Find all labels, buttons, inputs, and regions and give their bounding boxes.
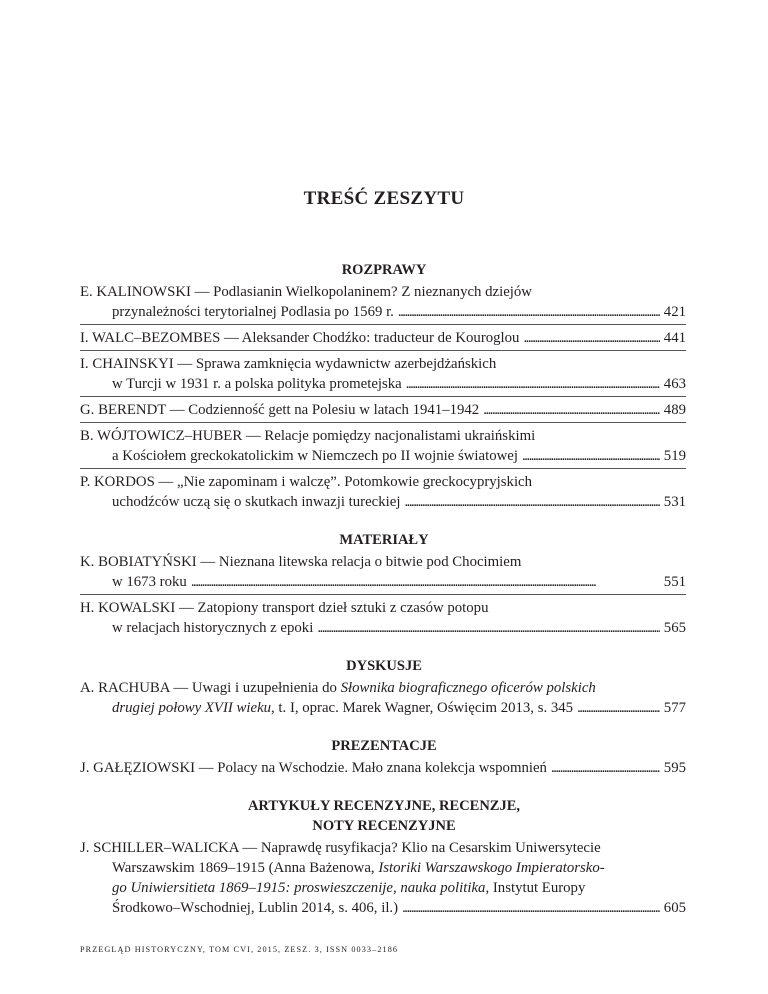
entry-galeziowski xyxy=(80,758,686,778)
divider xyxy=(80,324,686,325)
page-number: 551 xyxy=(663,574,686,590)
section-heading-materialy: MATERIAŁY xyxy=(339,532,429,548)
entry-kalinowski-line2 xyxy=(112,302,686,322)
entry-rachuba-line1 xyxy=(80,678,686,698)
entry-bobiatynski-line1: K. BOBIATYŃSKI — Nieznana litewska relacja o bitwie pod Chocimiem xyxy=(80,554,522,570)
entry-text-rest: , t. I, oprac. Marek Wagner, Oświęcim 2013, s. 345 xyxy=(271,700,574,716)
entry-schiller-line1: J. SCHILLER–WALICKA — Naprawdę rusyfikacja? Klio na Cesarskim Uniwersytecie xyxy=(80,840,601,856)
entry-bobiatynski-line2 xyxy=(112,572,686,592)
divider xyxy=(80,468,686,469)
entry-text: w Turcji w 1931 r. a polska polityka prometejska xyxy=(112,376,402,392)
entry-title-italic: Słownika biograficznego oficerów polskich xyxy=(340,680,596,696)
entry-kalinowski-line1: E. KALINOWSKI — Podlasianin Wielkopolaninem? Z nieznanych dziejów xyxy=(80,284,532,300)
section-heading-prezentacje: PREZENTACJE xyxy=(331,738,437,754)
page-title: TREŚĆ ZESZYTU xyxy=(303,188,465,209)
entry-text: A. RACHUBA — Uwagi i uzupełnienia do xyxy=(80,680,341,696)
section-heading-rozprawy: ROZPRAWY xyxy=(341,262,427,278)
entry-chainskyi-line2 xyxy=(112,374,686,394)
page-number: 441 xyxy=(663,330,686,346)
entry-text xyxy=(112,698,573,718)
leader-dots xyxy=(406,374,660,394)
page-number: 577 xyxy=(663,700,686,716)
leader-dots xyxy=(522,446,660,466)
entry-title-italic: go Uniwiersitieta 1869–1915: proswieszczenije, nauka politika xyxy=(112,880,486,896)
entry-schiller-line4 xyxy=(112,898,686,918)
divider xyxy=(80,350,686,351)
divider xyxy=(80,422,686,423)
entry-text: w 1673 roku xyxy=(112,574,187,590)
entry-berendt xyxy=(80,400,686,420)
entry-text: Warszawskim 1869–1915 (Anna Bażenowa, xyxy=(112,860,379,876)
entry-wojtowicz-line2 xyxy=(112,446,686,466)
entry-title-italic: drugiej połowy XVII wieku xyxy=(112,700,272,716)
page-number: 605 xyxy=(663,900,686,916)
divider xyxy=(80,594,686,595)
entry-text: w relacjach historycznych z epoki xyxy=(112,620,314,636)
leader-dots xyxy=(317,618,659,638)
entry-text: uchodźców uczą się o skutkach inwazji tureckiej xyxy=(112,494,401,510)
page-number: 595 xyxy=(663,760,686,776)
section-heading-recenzje-line1: ARTYKUŁY RECENZYJNE, RECENZJE, xyxy=(247,798,521,814)
page-number: 565 xyxy=(663,620,686,636)
entry-text: J. GAŁĘZIOWSKI — Polacy na Wschodzie. Mało znana kolekcja wspomnień xyxy=(80,760,547,776)
leader-dots xyxy=(398,302,660,322)
page-number: 519 xyxy=(663,448,686,464)
entry-walc xyxy=(80,328,686,348)
leader-dots xyxy=(402,898,660,918)
leader-dots xyxy=(523,328,659,348)
entry-text: G. BERENDT — Codzienność gett na Polesiu w latach 1941–1942 xyxy=(80,402,480,418)
entry-text: przynależności terytorialnej Podlasia po 1569 r. xyxy=(112,304,394,320)
entry-text: I. WALC–BEZOMBES — Aleksander Chodźko: traducteur de Kouroglou xyxy=(80,330,520,346)
entry-kordos-line1: P. KORDOS — „Nie zapominam i walczę”. Potomkowie greckocypryjskich xyxy=(80,474,533,490)
entry-chainskyi-line1: I. CHAINSKYI — Sprawa zamknięcia wydawnictw azerbejdżańskich xyxy=(80,356,497,372)
entry-text: Środkowo–Wschodniej, Lublin 2014, s. 406, il.) xyxy=(112,900,399,916)
leader-dots xyxy=(551,758,660,778)
page-number: 489 xyxy=(663,402,686,418)
entry-text: a Kościołem greckokatolickim w Niemczech po II wojnie światowej xyxy=(112,448,518,464)
entry-kowalski-line2 xyxy=(112,618,686,638)
page-number: 421 xyxy=(663,304,686,320)
page-number: 463 xyxy=(663,376,686,392)
section-heading-recenzje-line2: NOTY RECENZYJNE xyxy=(312,818,456,834)
leader-dots xyxy=(483,400,660,420)
section-heading-dyskusje: DYSKUSJE xyxy=(346,658,422,674)
entry-schiller-line3 xyxy=(112,878,686,898)
divider xyxy=(80,396,686,397)
entry-text-rest: , Instytut Europy xyxy=(485,880,586,896)
entry-schiller-line2 xyxy=(112,858,686,878)
page-number: 531 xyxy=(663,494,686,510)
entry-title-italic: Istoriki Warszawskogo Impieratorsko- xyxy=(378,860,605,876)
leader-dots xyxy=(404,492,659,512)
leader-dots xyxy=(577,698,660,718)
entry-wojtowicz-line1: B. WÓJTOWICZ–HUBER — Relacje pomiędzy nacjonalistami ukraińskimi xyxy=(80,428,536,444)
journal-footer: PRZEGLĄD HISTORYCZNY, TOM CVI, 2015, ZESZ. 3, ISSN 0033–2186 xyxy=(80,945,399,954)
entry-kordos-line2 xyxy=(112,492,686,512)
entry-kowalski-line1: H. KOWALSKI — Zatopiony transport dzieł sztuki z czasów potopu xyxy=(80,600,489,616)
entry-rachuba-line2 xyxy=(112,698,686,718)
leader-dots xyxy=(191,572,660,592)
